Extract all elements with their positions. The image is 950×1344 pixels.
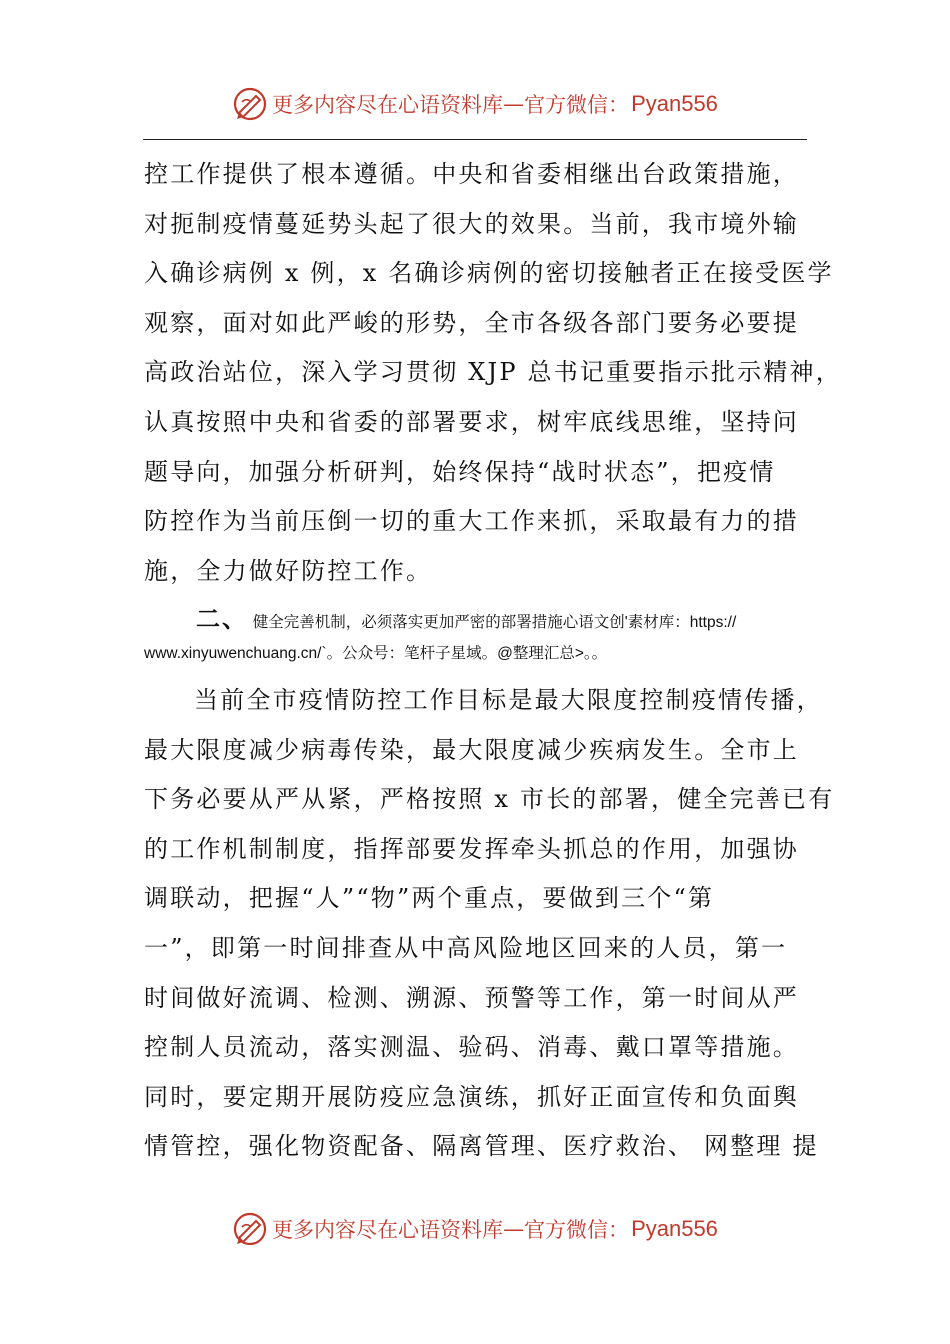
footer-banner xyxy=(0,1209,950,1249)
text-line: 观察，面对如此严峻的形势，全市各级各部门要务必要提 xyxy=(144,308,799,337)
section-heading-line-1: 健全完善机制，必须落实更加严密的部署措施心语文创'素材库：https:// xyxy=(252,614,737,631)
text-line: 控制人员流动，落实测温、验码、消毒、戴口罩等措施。 xyxy=(144,1033,799,1062)
header-rule xyxy=(143,139,807,140)
text-line: 一”，即第一时间排查从中高风险地区回来的人员，第一 xyxy=(144,933,788,962)
pen-logo-icon xyxy=(232,86,268,122)
banner-wechat-id: Pyan556 xyxy=(631,91,718,116)
text-line: 调联动，把握“人”“物”两个重点，要做到三个“第 xyxy=(144,884,715,913)
text-line: 下务必要从严从紧，严格按照 x 市长的部署，健全完善已有 xyxy=(144,785,835,814)
text-line: 最大限度减少病毒传染，最大限度减少疾病发生。全市上 xyxy=(144,735,799,764)
text-line: 同时，要定期开展防疫应急演练，抓好正面宣传和负面舆 xyxy=(144,1082,799,1111)
banner-wechat-id: Pyan556 xyxy=(631,1216,718,1241)
section-number: 二、 xyxy=(196,604,248,633)
text-line: 题导向，加强分析研判，始终保持“战时状态”，把疫情 xyxy=(144,457,776,486)
text-line: 防控作为当前压倒一切的重大工作来抓，采取最有力的措 xyxy=(144,507,799,536)
banner-main-text: 更多内容尽在心语资料库 xyxy=(272,1218,504,1242)
header-banner xyxy=(0,84,950,124)
banner-main-text: 更多内容尽在心语资料库 xyxy=(272,93,504,117)
text-line: 施，全力做好防控工作。 xyxy=(144,556,433,585)
text-line: 高政治站位，深入学习贯彻 XJP 总书记重要指示批示精神， xyxy=(144,358,842,387)
paragraph-1 xyxy=(144,150,842,596)
text-line: 入确诊病例 x 例，x 名确诊病例的密切接触者正在接受医学 xyxy=(144,259,834,288)
banner-dash: — xyxy=(503,92,525,116)
text-line: 控工作提供了根本遵循。中央和省委相继出台政策措施， xyxy=(144,160,799,188)
section-heading xyxy=(144,602,814,670)
text-line: 当前全市疫情防控工作目标是最大限度控制疫情传播， xyxy=(194,686,823,714)
banner-dash: — xyxy=(503,1217,525,1241)
text-line: 的工作机制制度，指挥部要发挥牵头抓总的作用，加强协 xyxy=(144,834,799,863)
text-line: 认真按照中央和省委的部署要求，树牢底线思维，坚持问 xyxy=(144,407,799,436)
paragraph-2 xyxy=(144,676,835,1172)
text-line: 时间做好流调、检测、溯源、预警等工作，第一时间从严 xyxy=(144,983,799,1012)
section-heading-line-2: www.xinyuwenchuang.cn/`。公众号：笔杆子星域。@整理汇总>。。 xyxy=(144,645,608,662)
text-line: 情管控，强化物资配备、隔离管理、医疗救治、 网整理 提 xyxy=(144,1132,819,1161)
pen-logo-icon xyxy=(232,1211,268,1247)
banner-wechat-label: 官方微信： xyxy=(524,1218,630,1242)
banner-wechat-label: 官方微信： xyxy=(524,93,630,117)
text-line: 对扼制疫情蔓延势头起了很大的效果。当前，我市境外输 xyxy=(144,209,799,238)
